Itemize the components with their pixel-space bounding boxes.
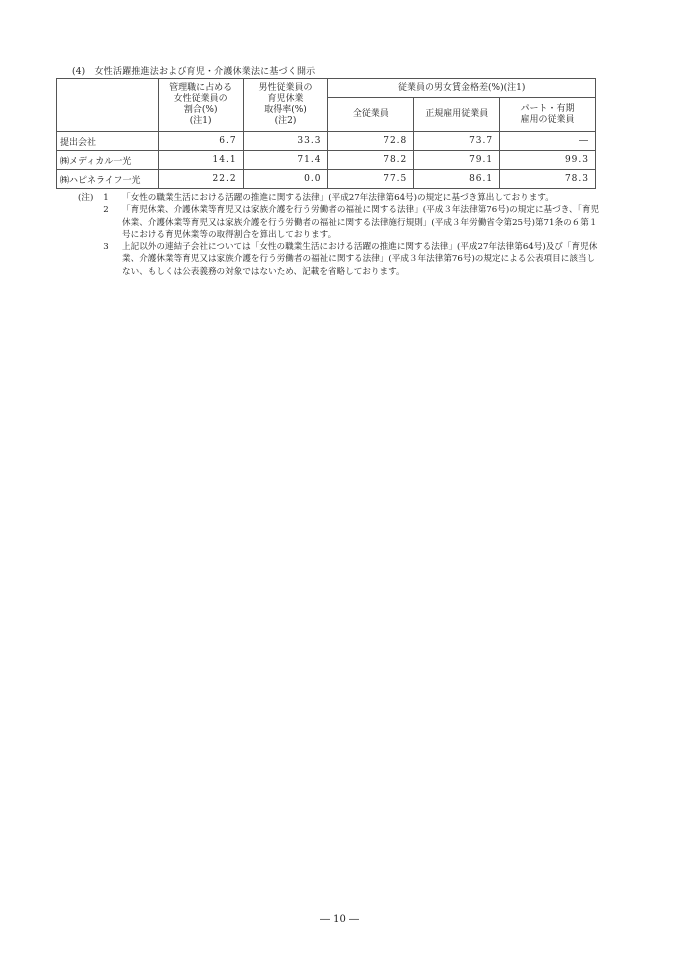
note-text: 「育児休業、介護休業等育児又は家族介護を行う労働者の福祉に関する法律」(平成３年法律第76号)の規定に基づき、「育児休業、介護休業等育児又は家族介護を行う労働者の福祉に関する法律施行規則」(平成３年労働省令第25号)第71条の６第１号における育児休業等の取得割合を算出しております。 <box>122 205 600 240</box>
header-managers: 管理職に占める 女性従業員の 割合(%) (注1) <box>158 79 243 132</box>
table-row <box>57 151 596 170</box>
note-number: 1 <box>103 193 109 203</box>
paternity-value: 0.0 <box>243 170 328 189</box>
note-number: 2 <box>103 205 109 216</box>
all-value: 78.2 <box>328 151 414 170</box>
paternity-value: 71.4 <box>243 151 328 170</box>
header-empty-cell <box>57 79 159 132</box>
header-paternity: 男性従業員の 育児休業 取得率(%) (注2) <box>243 79 328 132</box>
managers-value: 22.2 <box>158 170 243 189</box>
section-title: (4) 女性活躍推進法および育児・介護休業法に基づく開示 <box>72 67 316 77</box>
managers-value: 6.7 <box>158 132 243 151</box>
note-item <box>78 192 603 204</box>
note-item <box>78 241 603 278</box>
page-number: ― 10 ― <box>319 914 360 925</box>
company-name: ㈱ハピネライフ一光 <box>57 170 159 189</box>
notes-section <box>78 192 603 278</box>
company-name: ㈱メディカル一光 <box>57 151 159 170</box>
all-value: 77.5 <box>328 170 414 189</box>
table-row <box>57 132 596 151</box>
note-text: 「女性の職業生活における活躍の推進に関する法律」(平成27年法律第64号)の規定に基づき算出しております。 <box>122 193 554 203</box>
table-row <box>57 170 596 189</box>
regular-value: 86.1 <box>414 170 500 189</box>
part-value: 99.3 <box>500 151 596 170</box>
disclosure-table <box>56 78 596 189</box>
note-item <box>78 204 603 241</box>
note-text: 上記以外の連結子会社については「女性の職業生活における活躍の推進に関する法律」(平成27年法律第64号)及び「育児休業、介護休業等育児又は家族介護を行う労働者の福祉に関する法律」(平成３年法律第76号)の規定による公表項目に該当しない、もしくは公表義務の対象ではないため、記載を省略しております。 <box>122 242 598 277</box>
managers-value: 14.1 <box>158 151 243 170</box>
all-value: 72.8 <box>328 132 414 151</box>
regular-value: 73.7 <box>414 132 500 151</box>
header-all-employees: 全従業員 <box>328 98 414 132</box>
header-wage-gap: 従業員の男女賃金格差(%)(注1) <box>328 79 596 98</box>
part-value: ― <box>500 132 596 151</box>
header-regular-employees: 正規雇用従業員 <box>414 98 500 132</box>
note-number: 3 <box>103 242 109 253</box>
table-header-row <box>57 79 596 98</box>
regular-value: 79.1 <box>414 151 500 170</box>
paternity-value: 33.3 <box>243 132 328 151</box>
notes-label: (注) <box>78 193 94 203</box>
part-value: 78.3 <box>500 170 596 189</box>
company-name: 提出会社 <box>57 132 159 151</box>
header-part-time-employees: パート・有期 雇用の従業員 <box>500 98 596 132</box>
